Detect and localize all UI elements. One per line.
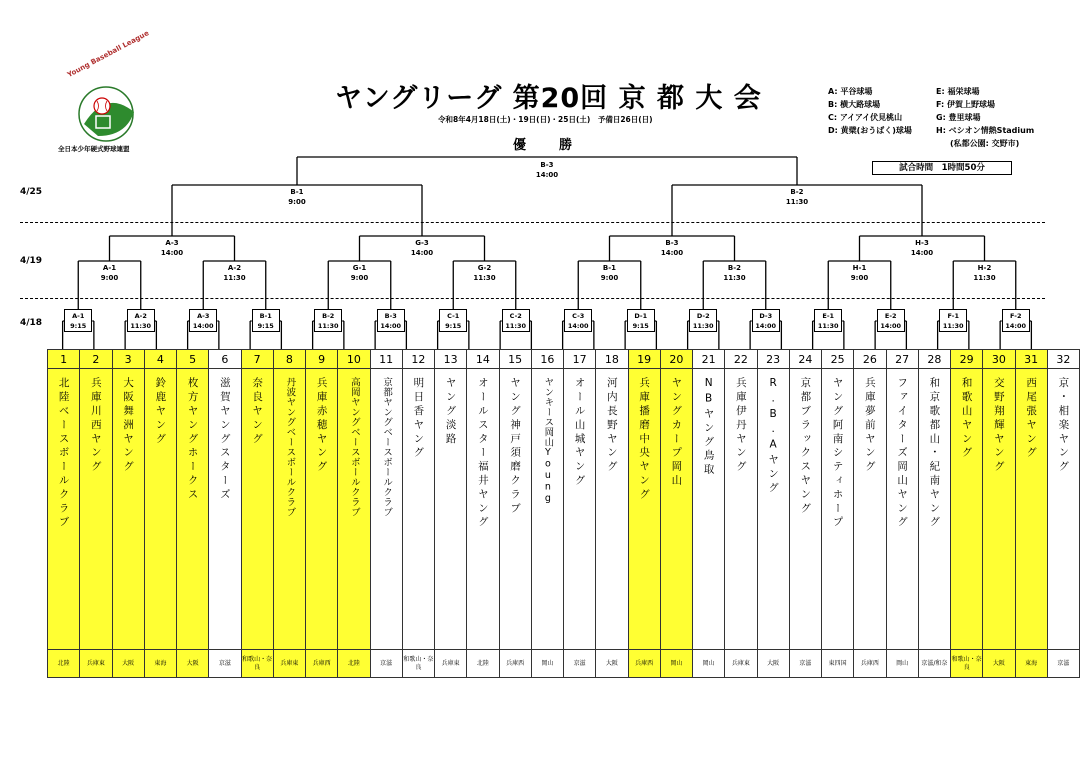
team-region: 大阪 [177,650,209,678]
match-box-r1 [939,309,967,332]
match-box-r1 [64,309,92,332]
team-name-cell [241,369,273,650]
team-number: 7 [241,350,273,369]
team-name-cell [564,369,596,650]
team-number: 17 [564,350,596,369]
team-number-row [48,350,1080,369]
team-name-cell [951,369,983,650]
team-name-cell [144,369,176,650]
team-number: 20 [660,350,692,369]
team-name: 京・相楽ヤング [1057,377,1070,475]
team-name: ヤング阿南シティホープ [831,377,844,530]
logo-text: Young Baseball League [66,29,151,80]
team-region: 兵庫西 [854,650,886,678]
team-name: 北陸ベースボールクラブ [57,377,70,530]
team-region: 京滋/和奈 [918,650,950,678]
venue-h-note: (私都公園: 交野市) [950,139,1020,148]
team-name: ファイターズ岡山ヤング [896,377,909,530]
match-time: 14:00 [380,322,402,330]
match-code: A-3 [165,239,179,247]
match-box-r1 [377,309,405,332]
team-name-cell [370,369,402,650]
team-number: 3 [112,350,144,369]
team-number: 18 [596,350,628,369]
team-number: 28 [918,350,950,369]
team-name-cell [983,369,1015,650]
match-label-r2 [851,263,868,283]
match-time: 9:00 [600,274,619,282]
match-box-r1 [314,309,342,332]
team-name-cell [854,369,886,650]
team-number: 15 [499,350,531,369]
team-region: 京滋 [1047,650,1079,678]
match-code: B-1 [259,312,272,320]
match-time: 9:00 [350,274,369,282]
team-number: 1 [48,350,80,369]
match-label-r3 [661,238,683,258]
team-number: 23 [757,350,789,369]
match-time: 11:30 [692,322,714,330]
day-label-4-18: 4/18 [20,318,43,328]
team-grid [47,349,1080,678]
match-time: 14:00 [192,322,214,330]
team-name: ヤング神戸須磨クラブ [509,377,522,516]
team-region: 岡山 [660,650,692,678]
team-name-cell [402,369,434,650]
team-name: ヤングカープ岡山 [670,377,683,489]
team-name: ヤング淡路 [444,377,457,447]
team-region: 兵庫西 [306,650,338,678]
team-region: 東海 [144,650,176,678]
match-box-r1 [689,309,717,332]
match-box-r1 [252,309,280,332]
team-name: 奈良ヤング [251,377,264,447]
match-code: B-2 [322,312,335,320]
match-label-r2 [223,263,245,283]
team-number: 24 [789,350,821,369]
team-number: 32 [1047,350,1079,369]
team-name-cell [48,369,80,650]
match-time: 11:30 [505,322,527,330]
match-code: B-3 [665,239,679,247]
match-label-r2 [973,263,995,283]
team-name-cell [725,369,757,650]
team-number: 16 [531,350,563,369]
team-name-cell [660,369,692,650]
match-box-r1 [627,309,655,332]
match-code: H-3 [915,239,929,247]
venue-d: D: 黄檗(おうばく)球場 [828,126,912,135]
match-time: 9:00 [100,274,119,282]
team-name-cell [112,369,144,650]
team-region: 岡山 [693,650,725,678]
venue-g: G: 豊里球場 [936,113,981,122]
team-name-cell [273,369,305,650]
match-time: 11:30 [817,322,839,330]
match-time: 14:00 [660,249,684,257]
match-code: E-2 [884,312,897,320]
team-name: 大阪舞洲ヤング [122,377,135,475]
team-region: 兵庫西 [628,650,660,678]
match-time-box: 試合時間 1時間50分 [872,161,1012,175]
team-name-cell [177,369,209,650]
match-code: A-2 [134,312,147,320]
match-code: D-1 [634,312,648,320]
match-time: 9:15 [445,322,462,330]
team-name: 和歌山ヤング [960,377,973,461]
team-name-cell [531,369,563,650]
team-name-cell [435,369,467,650]
team-name: 兵庫伊丹ヤング [734,377,747,475]
match-code: G-2 [477,264,492,272]
team-name: 枚方ヤングホークス [186,377,199,503]
page-title: ヤングリーグ 第20回 京 都 大 会 [335,83,762,114]
champion-label: 優 勝 [513,138,583,153]
team-number: 14 [467,350,499,369]
match-label-r2 [101,263,118,283]
team-region: 兵庫東 [273,650,305,678]
team-region: 京滋 [370,650,402,678]
match-time: 11:30 [973,274,996,282]
match-label-r2 [601,263,618,283]
match-code: F-2 [1010,312,1022,320]
team-region: 北陸 [48,650,80,678]
team-region: 兵庫西 [499,650,531,678]
team-region: 北陸 [338,650,370,678]
match-time: 9:15 [70,322,87,330]
team-region: 岡山 [531,650,563,678]
team-name-cell [822,369,854,650]
match-time: 11:30 [223,274,246,282]
organization-name: 全日本少年硬式野球連盟 [58,145,130,153]
match-box-r1 [877,309,905,332]
team-number: 4 [144,350,176,369]
match-box-r1 [752,309,780,332]
team-name-row [48,369,1080,650]
team-name: NBヤング鳥取 [702,377,715,478]
match-label-final [536,160,558,180]
match-code: C-2 [509,312,522,320]
team-number: 5 [177,350,209,369]
match-box-r1 [502,309,530,332]
team-name: 兵庫播磨中央ヤング [638,377,651,503]
team-region: 大阪 [596,650,628,678]
venue-a: A: 平谷球場 [828,87,873,96]
match-time: 14:00 [1005,322,1027,330]
match-time: 9:15 [257,322,274,330]
match-time: 9:00 [288,198,306,206]
match-time: 14:00 [535,171,559,179]
match-label-r2 [723,263,745,283]
team-name: 河内長野ヤング [605,377,618,475]
team-region: 大阪 [112,650,144,678]
team-number: 27 [886,350,918,369]
tournament-dates: 令和8年4月18日(土)・19日(日)・25日(土) 予備日26日(日) [438,115,653,124]
team-region: 京滋 [789,650,821,678]
team-name-cell [467,369,499,650]
team-name: ヤンキース岡山Young [542,377,554,505]
match-time: 11:30 [942,322,964,330]
team-name: 交野翔輝ヤング [992,377,1005,475]
team-number: 19 [628,350,660,369]
team-name: オール山城ヤング [573,377,586,489]
match-code: B-3 [540,161,554,169]
venue-h: H: ベシオン情熱Stadium [936,126,1035,135]
team-region: 兵庫東 [435,650,467,678]
match-label-r2 [473,263,495,283]
team-name-cell [918,369,950,650]
match-code: A-3 [197,312,210,320]
venue-b: B: 横大路球場 [828,100,881,109]
match-code: H-1 [852,264,867,272]
team-name: 兵庫夢前ヤング [863,377,876,475]
team-name: 滋賀ヤングスターズ [218,377,231,503]
day-label-4-25: 4/25 [20,187,43,197]
match-time: 11:30 [130,322,152,330]
match-box-r1 [439,309,467,332]
team-name: 鈴鹿ヤング [154,377,167,447]
match-time: 14:00 [410,249,434,257]
team-name-cell [628,369,660,650]
team-name-cell [1015,369,1047,650]
match-time: 9:15 [632,322,649,330]
team-name: 丹波ヤングベースボールクラブ [284,377,296,517]
match-box-r1 [814,309,842,332]
match-time: 14:00 [567,322,589,330]
team-region: 和歌山・奈良 [402,650,434,678]
team-number: 9 [306,350,338,369]
team-number: 11 [370,350,402,369]
venue-c: C: アイアイ伏見桃山 [828,113,903,122]
team-name-cell [596,369,628,650]
match-code: A-1 [102,264,117,272]
match-code: G-1 [352,264,367,272]
team-name-cell [693,369,725,650]
team-name: 高岡ヤングベースボールクラブ [348,377,360,517]
team-region: 大阪 [983,650,1015,678]
team-name: 明日香ヤング [412,377,425,461]
match-code: C-3 [572,312,585,320]
match-label-semi [786,187,808,207]
team-region: 北陸 [467,650,499,678]
team-number: 2 [80,350,112,369]
team-region: 兵庫東 [80,650,112,678]
match-box-r1 [1002,309,1030,332]
team-region: 岡山 [886,650,918,678]
team-name-cell [789,369,821,650]
team-name: R.B.Aヤング [767,377,780,496]
team-number: 10 [338,350,370,369]
team-number: 26 [854,350,886,369]
team-name: オールスター福井ヤング [476,377,489,530]
match-code: B-3 [384,312,397,320]
team-region-row [48,650,1080,678]
team-number: 6 [209,350,241,369]
match-time: 11:30 [473,274,496,282]
team-region: 京滋 [564,650,596,678]
match-code: E-1 [822,312,835,320]
team-name-cell [80,369,112,650]
team-region: 兵庫東 [725,650,757,678]
match-label-r2 [351,263,368,283]
team-name: 兵庫川西ヤング [89,377,102,475]
match-time: 14:00 [160,249,184,257]
team-number: 29 [951,350,983,369]
day-label-4-19: 4/19 [20,256,43,266]
match-code: B-1 [602,264,617,272]
team-number: 21 [693,350,725,369]
venue-e: E: 福栄球場 [936,87,980,96]
match-time: 11:30 [317,322,339,330]
team-name: 西尾張ヤング [1025,377,1038,461]
match-label-r3 [161,238,183,258]
match-box-r1 [564,309,592,332]
match-code: B-2 [790,188,804,196]
match-code: A-2 [227,264,242,272]
match-time: 14:00 [880,322,902,330]
match-time: 14:00 [910,249,934,257]
team-region: 東四国 [822,650,854,678]
team-name: 京都ブラックスヤング [799,377,812,516]
team-name-cell [757,369,789,650]
match-label-semi [288,187,305,207]
match-code: D-3 [759,312,773,320]
match-time: 11:30 [785,198,809,206]
match-box-r1 [127,309,155,332]
match-code: G-3 [415,239,429,247]
team-name-cell [1047,369,1079,650]
team-region: 大阪 [757,650,789,678]
team-number: 22 [725,350,757,369]
team-name-cell [499,369,531,650]
match-time: 14:00 [755,322,777,330]
team-name-cell [306,369,338,650]
team-region: 京滋 [209,650,241,678]
team-region: 東海 [1015,650,1047,678]
match-label-r3 [411,238,433,258]
team-number: 30 [983,350,1015,369]
team-number: 8 [273,350,305,369]
team-number: 12 [402,350,434,369]
match-code: C-1 [447,312,460,320]
match-code: H-2 [977,264,992,272]
team-name: 兵庫赤穂ヤング [315,377,328,475]
match-code: B-1 [290,188,304,196]
team-number: 13 [435,350,467,369]
team-region: 和歌山・奈良 [951,650,983,678]
match-code: F-1 [947,312,959,320]
team-name-cell [886,369,918,650]
team-number: 31 [1015,350,1047,369]
team-name-cell [209,369,241,650]
match-box-r1 [189,309,217,332]
team-number: 25 [822,350,854,369]
team-name: 京都ヤングベースボールクラブ [381,377,393,517]
team-region: 和歌山・奈良 [241,650,273,678]
match-label-r3 [911,238,933,258]
team-name-cell [338,369,370,650]
match-time: 9:00 [850,274,869,282]
venue-f: F: 伊賀上野球場 [936,100,996,109]
match-code: A-1 [72,312,85,320]
match-code: B-2 [727,264,742,272]
match-time: 11:30 [723,274,746,282]
match-code: D-2 [696,312,710,320]
team-name: 和京歌都山・紀南ヤング [928,377,941,530]
